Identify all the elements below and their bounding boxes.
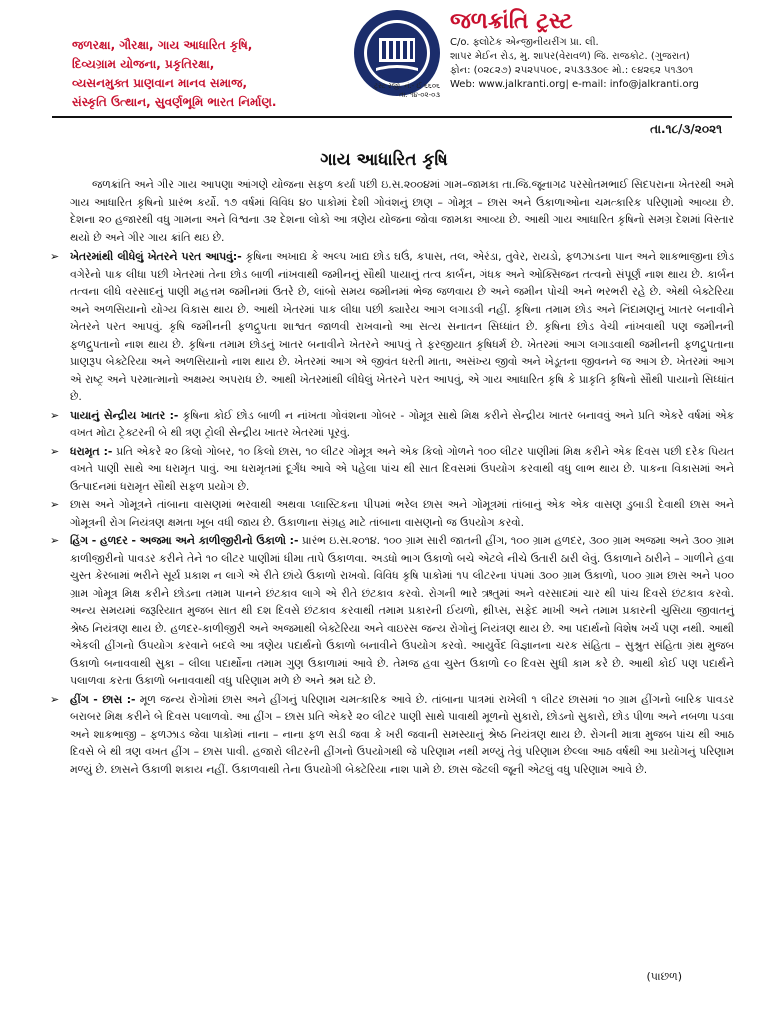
section-heading: ધરામૃત :- xyxy=(70,444,113,458)
section-heading: હિંગ - હળદર - અજમા અને કાળીજીરીનો ઉકાળો :- xyxy=(70,534,299,547)
arrow-bullet-icon: ➢ xyxy=(50,534,60,547)
tagline xyxy=(72,36,312,112)
section-item xyxy=(50,443,735,496)
section-text: પ્રતિ એકરે ૨૦ કિલો ગોબર, ૧૦ કિલો છાસ, ૧૦ લીટર ગોમૂત્ર અને એક કિલો ગોળને ૧૦૦ લીટર પાણીમાં મિક્ષ કરીને એક દિવસ પછી દરેક પિયત વખતે પાણી સાથે આ ધરામૃત પાવું. આ ધરામૃતમાં દૂર્ગંધ આવે એ પહેલા પાંચ થી સાત દિવસમાં ઉપયોગ કરવાથી વધુ લાભ થાય છે. પાકના વિકાસમાં અને ઉત્પાદનમાં ધરામૃત સૌથી સફળ પ્રયોગ છે. xyxy=(70,444,735,493)
section-heading: હીંગ - છાસ :- xyxy=(70,692,136,706)
arrow-bullet-icon: ➢ xyxy=(50,444,60,458)
registration-number: ટ્રસ્ટ રજી. નં.- ઈ ૬૬૦૬ xyxy=(373,82,440,90)
section-item xyxy=(50,248,734,406)
section-text: છાસ અને ગોમૂત્રને તાંબાના વાસણમાં ભરવાથી અથવા પ્લાસ્ટિકના પીપમાં ભરેલ છાસ અને ગોમૂત્રમાં તાંબાનું એક એક વાસણ ડુબાડી દેવાથી છાસ અને ગોમૂત્રની રોગ નિયંત્રણ ક્ષમતા ખૂબ વધી જાય છે. ઉકાળાના સંગ્રહ માટે તાંબાના વાસણનો જ ઉપયોગ કરવો. xyxy=(70,498,734,529)
letter-date: તા.૧૮/૩/૨૦૨૧ xyxy=(650,122,722,136)
intro-paragraph: જળક્રાંતિ અને ગીર ગાય આપણા આંગણે યોજના સફળ કર્યા પછી ઇ.સ.૨૦૦૪માં ગામ–જામકા તા.જિ.જૂનાગઢ પરસોતમભાઈ સિદપરાના ખેતરથી અમે ગાય આધારિત કૃષિનો પ્રારંભ કર્યો. ૧૭ વર્ષમાં વિવિધ ૪૦ પાકોમાં દેશી ગોવંશનું છાણ – ગોમૂત્ર – છાસ અને ઉકાળાઓના ચમત્કારિક પરિણામો આવ્યા છે. દેશના ૨૦ હજારથી વધુ ગામના અને વિશ્વના ૩૨ દેશના લોકો આ ત્રણેય યોજના જોવા જામકા આવ્યા છે. આથી ગાય આધારિત કૃષિનો સમગ્ર દેશમાં વિસ્તાર થયો છે અને ગીર ગાય ક્રાંતિ થઇ છે. xyxy=(70,178,734,244)
page-footer-continued: (પાછળ) xyxy=(646,970,682,983)
organization-block xyxy=(450,8,760,92)
section-heading: ખેતરમાંથી લીધેલું ખેતરને પરત આપવું:- xyxy=(70,250,242,263)
tagline-line: દિવ્યગ્રામ યોજના, પ્રકૃતિરક્ષા, xyxy=(72,57,215,71)
tagline-line: સંસ્કૃતિ ઉત્થાન, સુવર્ણભૂમિ ભારત નિર્માણ. xyxy=(72,95,277,109)
section-list xyxy=(50,248,735,778)
tagline-line: વ્યસનમુક્ત પ્રાણવાન માનવ સમાજ, xyxy=(72,76,248,90)
web-email-line: Web: www.jalkranti.org| e-mail: info@jalkranti.org xyxy=(450,79,699,90)
arrow-bullet-icon: ➢ xyxy=(50,408,60,422)
section-text: કૃષિના કોઈ છોડ બાળી ન નાંખતા ગોવંશના ગોબર - ગોમૂત્ર સાથે મિક્ષ કરીને સેન્દ્રીય ખાતર બનાવવું અને પ્રતિ એકરે વર્ષમાં એક વખત મોટા ટ્રેક્ટરની બે થી ત્રણ ટ્રોલી સેન્દ્રીય ખાતર ખેતરમાં પૂરવું. xyxy=(70,408,734,439)
arrow-bullet-icon: ➢ xyxy=(50,498,60,511)
organization-name: જળક્રાંતિ ટ્રસ્ટ xyxy=(450,9,573,34)
document-body xyxy=(50,176,735,779)
arrow-bullet-icon: ➢ xyxy=(50,692,60,706)
letterhead-header xyxy=(0,0,768,116)
tagline-line: જળરક્ષા, ગૌરક્ષા, ગાય આધારિત કૃષિ, xyxy=(72,38,253,52)
header-divider xyxy=(52,116,732,118)
section-item xyxy=(50,496,734,531)
trust-registration xyxy=(330,82,440,100)
address-line: શાપર મેઈન રોડ, મુ. શાપર(વેરાવળ) જિ. રાજકોટ. (ગુજરાત) xyxy=(450,51,690,62)
section-heading: પાયાનું સેન્દ્રીય ખાતર :- xyxy=(70,408,179,422)
section-item xyxy=(50,407,734,442)
section-item xyxy=(50,691,734,779)
section-text: મૂળ જન્ય રોગોમાં છાસ અને હીંગનું પરિણામ ચમત્કારિક આવે છે. તાંબાના પાત્રમાં રાખેલી ૧ લીટર છાસમાં ૧૦ ગ્રામ હીંગનો બારિક પાવડર બરાબર મિક્ષ કરીને બે દિવસ પલાળવો. આ હીંગ – છાસ પ્રતિ એકરે ૨૦ લીટર પાણી સાથે પાવાથી મૂળનો સુકારો, છોડનો સુકારો, છોડ પીળા અને નબળા પડવા અને શાકભાજી – ફળઝાડ જેવા પાકોમાં નાના – નાના ફળ સડી જવા કે ખરી જવાની સમસ્યાનું શ્રેષ્ઠ નિયંત્રણ થાય છે. રોગની માત્રા મુજબ પાંચ થી આઠ દિવસે બે થી ત્રણ વખત હીંગ – છાસ પાવી. હજારો લીટરની હીંગનો ઉપયોગથી જે પરિણામ નથી મળ્યું તેવું પરિણામ છેલ્લા આઠ વર્ષથી આ પ્રયોગનું પરિણામ મળ્યું છે. છાસને ઉકાળી શકાય નહીં. ઉકાળવાથી તેના ઉપયોગી બેક્ટેરિયા નાશ પામે છે. છાસ જેટલી જૂની એટલું વધુ પરિણામ આવે છે. xyxy=(70,692,734,776)
address-line: C/o. ફ્લોટેક એન્જીનીયરીંગ પ્રા. લી. xyxy=(450,37,599,48)
section-text: કૃષિના અખાદ્ય કે અલ્પ ખાદ્ય છોડ ઘઉં, કપાસ, તલ, એરંડા, તુવેર, રાયડો, ફળઝાડના પાન અને શાકભાજીના છોડ વગેરેનો પાક લીધા પછી ખેતરમાં તેના છોડ બાળી નાંખવાથી જમીનનું સૌથી પાયાનું તત્વ કાર્બન, ગંધક અને ઓક્સિજન તત્વનો સંપૂર્ણ નાશ થાય છે. કાર્બન તત્વના લીધે વરસાદનું પાણી મહત્તમ જમીનમાં ઉતરે છે, લાંબો સમય જમીનમાં ભેજ જળવાય છે અને જમીન પોચી અને ભરભરી રહે છે. એથી બેક્ટેરિયા અને અળસિયાનો યોગ્ય વિકાસ થાય છે. આથી ખેતરમાં પાક લીધા પછી ક્યારેય આગ લગાડવી નહીં. કૃષિના તમામ છોડ અને નિંદામણનું ખાતર બનાવીને ખેતરને પરત આપવું. કૃષિ જમીનની ફળદ્રુપતા શાશ્વત જાળવી રાખવાનો આ સત્ય સનાતન સિધ્ધાંત છે. કૃષિના છોડ વેચી નાંખવાથી પણ જમીનની ફળદ્રુપતાનો નાશ થાય છે. કૃષિના તમામ છોડનું ખાતર બનાવીને ખેતરને આપવું તે ફરજીયાત કૃષિધર્મ છે. ખેતરમાં આગ લગાડવાથી જમીનની ફળદ્રુપતાના પ્રાણરૂપ બેક્ટેરિયા અને અળસિયાનો નાશ થાય છે. ખેતરમાં આગ એ જીવંત ધરતી માતા, અસંખ્ય જીવો અને ખેડૂતના જીવનને જ આગ છે. ખેતરમાં આગ એ રાષ્ટ્ર અને પરમાત્માનો અક્ષમ્ય અપરાધ છે. આથી ખેતરમાંથી લીધેલું ખેતરને પરત આપવું, એ ગાય આધારિત કૃષિ કે પ્રાકૃતિ કૃષિનો સૌથી પાયાનો સિધ્ધાંત છે. xyxy=(70,250,734,403)
registration-date: તા. ૧૪-૦૨-૦૩ xyxy=(399,91,440,99)
phone-line: ફોન: (૦૨૮૨૭) ૨૫૨૫૫૦૯, ૨૫૩૩૩૦૯ મો.: ૯૪૨૬૨ ૫૧૩૦૧ xyxy=(450,65,694,76)
arrow-bullet-icon: ➢ xyxy=(50,250,60,263)
section-text: પ્રારંભ ઇ.સ.૨૦૧૪. ૧૦૦ ગ્રામ સારી જાતની હીંગ, ૧૦૦ ગ્રામ હળદર, ૩૦૦ ગ્રામ અજમા અને ૩૦૦ ગ્રામ કાળીજીરીનો પાવડર કરીને તેને ૧૦ લીટર પાણીમાં ધીમા તાપે ઉકાળવા. અડધો ભાગ ઉકાળો બચે એટલે નીચે ઉતારી ઠારી લેવું. ઉકાળાને ઠારીને – ગાળીને હવા ચુસ્ત કેરબામાં ભરીને સૂર્ય પ્રકાશ ન લાગે એ રીતે છાંયે ઉકાળો રાખવો. વિવિધ કૃષિ પાકોમાં ૧૫ લીટરના પંપમાં ૩૦૦ ગ્રામ ઉકાળો, ૫૦૦ ગ્રામ છાસ અને ૫૦૦ ગ્રામ ગોમૂત્ર મિક્ષ કરીને છોડના તમામ પાનને છંટકાવ લાગે એ રીતે છંટકાવ કરવો. રોગની ભારે ઋતુમાં અને વરસાદમાં ચાર થી પાંચ દિવસે છંટકાવ કરવો. અન્ય સમયમાં જરૂરિયાત મુજબ સાત થી દશ દિવસે છંટકાવ કરવાથી તમામ પ્રકારની ઈયળો, થ્રીપ્સ, સફેદ માખી અને તમામ પ્રકારની ચુસિયા જીવાતનું શ્રેષ્ઠ નિયંત્રણ થાય છે. હળદર-કાળીજીરી અને અજમાથી બેક્ટેરિયા અને વાઇરસ જન્ય રોગોનું નિયંત્રણ થાય છે. આ પદાર્થનો વિશેષ ખર્ચ પણ નથી. આથી એકલી હીંગનો ઉપયોગ કરવાને બદલે આ ત્રણેય પદાર્થનો ઉકાળો બનાવીને ઉપયોગ કરવો. આયુર્વેદ વિજ્ઞાનના ચરક સંહિતા – સુશ્રુત સંહિતા ગ્રંથ મુજબ ઉકાળો બનાવવાથી સુકા – લીલા પદાર્થોના તમામ ગુણ ઉકાળામાં આવે છે. તેમજ હવા ચુસ્ત ઉકાળો ૯૦ દિવસ સુધી કામ કરે છે. આથી કોઈ પણ પદાર્થને પલાળવા કરતા ઉકાળો બનાવવાથી વધુ પરિણામ મળે છે અને શ્રમ ઘટે છે. xyxy=(70,534,735,687)
document-title: ગાય આધારિત કૃષિ xyxy=(320,150,448,170)
section-item xyxy=(50,532,735,690)
